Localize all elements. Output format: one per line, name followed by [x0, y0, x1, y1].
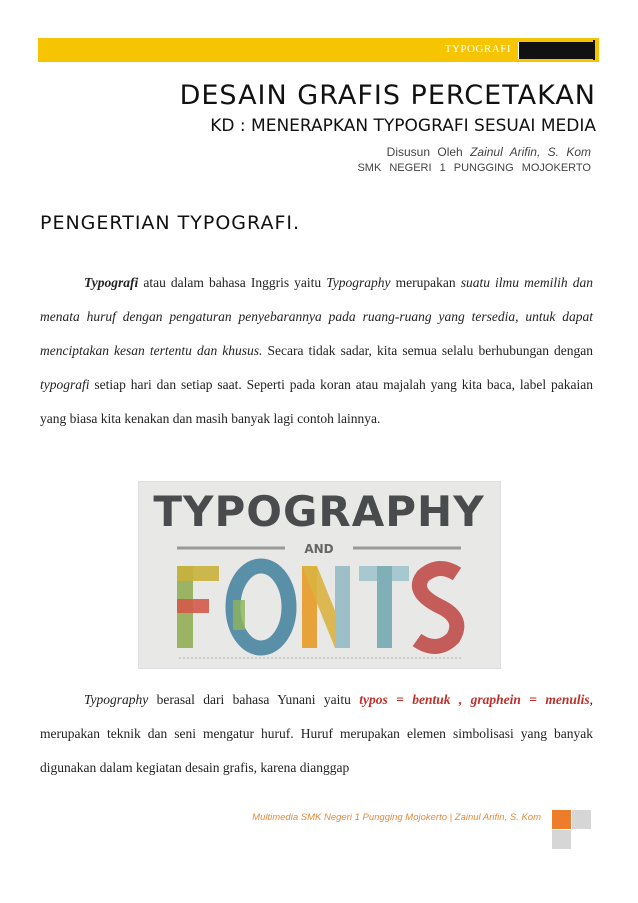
- section-title: PENGERTIAN TYPOGRAFI.: [40, 212, 301, 234]
- header-divider: [593, 40, 595, 60]
- document-subtitle: KD : MENERAPKAN TYPOGRAFI SESUAI MEDIA: [210, 116, 596, 136]
- typography-fonts-image: [138, 481, 501, 669]
- running-head: TYPOGRAFI: [444, 43, 511, 55]
- author-line: [0, 145, 591, 159]
- image-and-text: AND: [304, 542, 334, 556]
- footer-text: Multimedia SMK Negeri 1 Pungging Mojokerto | Zainul Arifin, S. Kom: [252, 812, 541, 823]
- etymology-highlight: typos = bentuk , graphein = menulis: [359, 692, 590, 707]
- term-typography: Typography: [84, 692, 149, 707]
- footer-square-grey-right: [572, 810, 591, 829]
- author-name: Zainul Arifin, S. Kom: [470, 145, 591, 159]
- document-title: DESAIN GRAFIS PERCETAKAN: [179, 80, 596, 111]
- school-name: SMK NEGERI 1 PUNGGING MOJOKERTO: [357, 162, 591, 174]
- term-typografi: Typografi: [84, 275, 139, 290]
- definition-text: suatu ilmu memilih dan menata huruf dengan pengaturan penyebarannya pada ruang-ruang yang tersedia, untuk dapat menciptakan kesan tertentu dan khusus.: [40, 275, 593, 358]
- footer-square-orange: [552, 810, 571, 829]
- paragraph-1: Typografi atau dalam bahasa Inggris yaitu Typography merupakan suatu ilmu memilih dan menata huruf dengan pengaturan penyebarannya pada ruang-ruang yang tersedia, untuk dapat menciptakan kesan tertentu dan khusus. Secara tidak sadar, kita semua selalu berhubungan dengan typografi setiap hari dan setiap saat. Seperti pada koran atau majalah yang kita baca, label pakaian yang biasa kita kenakan dan masih banyak lagi contoh lainnya.: [40, 275, 594, 426]
- author-prefix: Disusun Oleh: [386, 145, 463, 159]
- header-bar: [38, 38, 599, 62]
- paragraph-2: Typography berasal dari bahasa Yunani yaitu typos = bentuk , graphein = menulis, merupakan teknik dan seni mengatur huruf. Huruf merupakan elemen simbolisasi yang banyak digunakan dalam kegiatan desain grafis, karena dianggap: [40, 692, 594, 775]
- image-typography-text: TYPOGRAPHY: [153, 487, 485, 536]
- footer-square-grey-bottom: [552, 830, 571, 849]
- header-black-block: [518, 42, 595, 59]
